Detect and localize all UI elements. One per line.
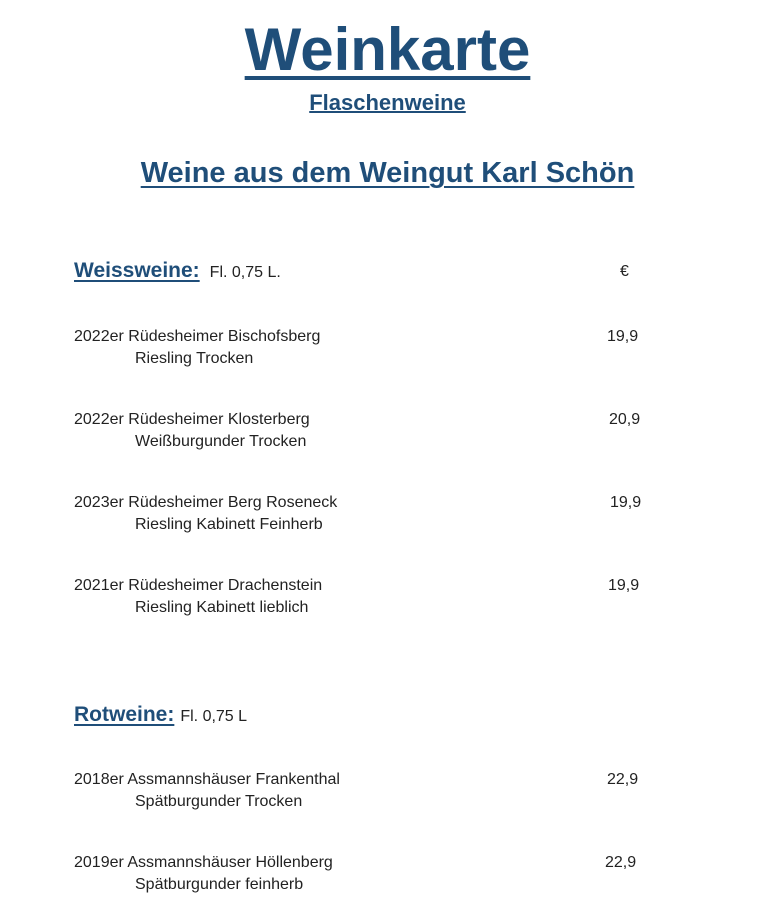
wine-name: 2022er Rüdesheimer Klosterberg <box>74 411 310 428</box>
page-subtitle: Flaschenweine <box>309 90 466 115</box>
red-wines-bottle-size: Fl. 0,75 L <box>180 708 248 725</box>
wine-price: 22,9 <box>605 854 637 871</box>
wine-description: Weißburgunder Trocken <box>135 433 307 450</box>
wine-price: 19,9 <box>607 328 639 345</box>
wine-description: Riesling Kabinett Feinherb <box>135 516 323 533</box>
wine-description: Riesling Kabinett lieblich <box>135 599 309 616</box>
wine-item <box>74 326 674 370</box>
page-title: Weinkarte <box>244 16 531 83</box>
winery-heading: Weine aus dem Weingut Karl Schön <box>140 157 635 189</box>
wine-name: 2022er Rüdesheimer Bischofsberg <box>74 328 321 345</box>
wine-name: 2019er Assmannshäuser Höllenberg <box>74 854 333 871</box>
wine-price: 20,9 <box>609 411 641 428</box>
wine-item <box>74 409 674 453</box>
wine-item <box>74 575 674 619</box>
wine-name: 2023er Rüdesheimer Berg Roseneck <box>74 494 338 511</box>
wine-item <box>74 852 674 896</box>
wine-description: Riesling Trocken <box>135 350 254 367</box>
wine-price: 19,9 <box>608 577 640 594</box>
red-wines-header <box>74 703 247 727</box>
wine-description: Spätburgunder Trocken <box>135 793 303 810</box>
wine-description: Spätburgunder feinherb <box>135 876 304 893</box>
white-wines-title: Weissweine: <box>74 259 200 282</box>
red-wines-title: Rotweine: <box>74 703 175 726</box>
wine-name: 2021er Rüdesheimer Drachenstein <box>74 577 323 594</box>
wine-price: 19,9 <box>610 494 642 511</box>
wine-item <box>74 769 674 813</box>
white-wines-bottle-size: Fl. 0,75 L. <box>209 264 281 281</box>
wine-name: 2018er Assmannshäuser Frankenthal <box>74 771 340 788</box>
currency-symbol: € <box>620 263 629 280</box>
wine-item <box>74 492 674 536</box>
white-wines-header <box>74 259 281 283</box>
wine-price: 22,9 <box>607 771 639 788</box>
